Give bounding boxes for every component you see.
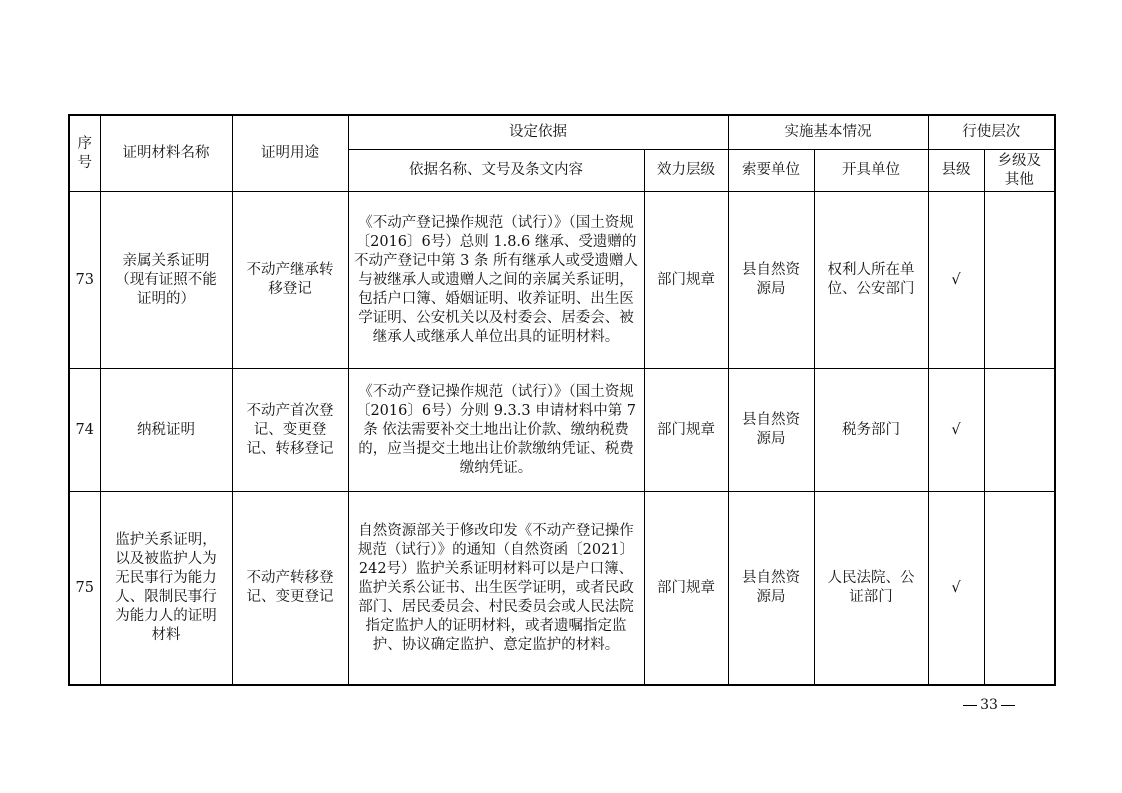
row-purpose: 不动产继承转移登记 xyxy=(232,192,348,369)
row-issuing-unit: 权利人所在单位、公安部门 xyxy=(814,192,928,369)
page-number xyxy=(958,697,1020,713)
header-legal-basis: 设定依据 xyxy=(348,115,728,150)
row-effect-level: 部门规章 xyxy=(644,192,728,369)
row-basis-content: 《不动产登记操作规范（试行）》（国土资规〔2016〕6号）分则 9.3.3 申请材料中第 7 条 依法需要补交土地出让价款、缴纳税费的，应当提交土地出让价款缴纳凭证、税费缴纳凭证。 xyxy=(348,369,644,492)
row-seq: 75 xyxy=(69,492,100,686)
page-number-value: 33 xyxy=(980,697,998,713)
table-row xyxy=(69,492,1055,686)
row-effect-level: 部门规章 xyxy=(644,492,728,686)
row-seq: 73 xyxy=(69,192,100,369)
row-purpose: 不动产首次登记、变更登记、转移登记 xyxy=(232,369,348,492)
header-material-name: 证明材料名称 xyxy=(100,115,232,192)
header-township-and-other: 乡级及其他 xyxy=(984,150,1055,192)
row-requesting-unit: 县自然资源局 xyxy=(728,492,814,686)
header-county-level: 县级 xyxy=(928,150,984,192)
row-requesting-unit: 县自然资源局 xyxy=(728,369,814,492)
table-row xyxy=(69,369,1055,492)
page-number-right-dash xyxy=(1001,705,1015,706)
row-township-and-other xyxy=(984,492,1055,686)
row-material-name: 纳税证明 xyxy=(100,369,232,492)
row-requesting-unit: 县自然资源局 xyxy=(728,192,814,369)
row-county-level: √ xyxy=(928,192,984,369)
row-effect-level: 部门规章 xyxy=(644,369,728,492)
header-requesting-unit: 索要单位 xyxy=(728,150,814,192)
table-row xyxy=(69,192,1055,369)
header-basis-content: 依据名称、文号及条文内容 xyxy=(348,150,644,192)
header-implementation: 实施基本情况 xyxy=(728,115,928,150)
header-effect-level: 效力层级 xyxy=(644,150,728,192)
row-township-and-other xyxy=(984,192,1055,369)
row-township-and-other xyxy=(984,369,1055,492)
header-issuing-unit: 开具单位 xyxy=(814,150,928,192)
row-basis-content: 自然资源部关于修改印发《不动产登记操作规范（试行）》的通知（自然资函〔2021〕242号）监护关系证明材料可以是户口簿、监护关系公证书、出生医学证明，或者民政部门、居民委员会、村民委员会或人民法院指定监护人的证明材料，或者遗嘱指定监护、协议确定监护、意定监护的材料。 xyxy=(348,492,644,686)
row-material-name: 亲属关系证明（现有证照不能证明的） xyxy=(100,192,232,369)
certificate-materials-table xyxy=(68,114,1056,686)
row-seq: 74 xyxy=(69,369,100,492)
row-county-level: √ xyxy=(928,492,984,686)
row-material-name: 监护关系证明，以及被监护人为无民事行为能力人、限制民事行为能力人的证明材料 xyxy=(100,492,232,686)
row-issuing-unit: 人民法院、公证部门 xyxy=(814,492,928,686)
header-purpose: 证明用途 xyxy=(232,115,348,192)
page-number-left-dash xyxy=(963,705,977,706)
row-basis-content: 《不动产登记操作规范（试行）》（国土资规〔2016〕6号）总则 1.8.6 继承、受遗赠的不动产登记中第 3 条 所有继承人或受遗赠人与被继承人或遗赠人之间的亲属关系证明，包括户口簿、婚姻证明、收养证明、出生医学证明、公安机关以及村委会、居委会、被继承人或继承人单位出具的证明材料。 xyxy=(348,192,644,369)
row-issuing-unit: 税务部门 xyxy=(814,369,928,492)
header-exercise-level: 行使层次 xyxy=(928,115,1055,150)
row-purpose: 不动产转移登记、变更登记 xyxy=(232,492,348,686)
header-seq: 序号 xyxy=(69,115,100,192)
row-county-level: √ xyxy=(928,369,984,492)
